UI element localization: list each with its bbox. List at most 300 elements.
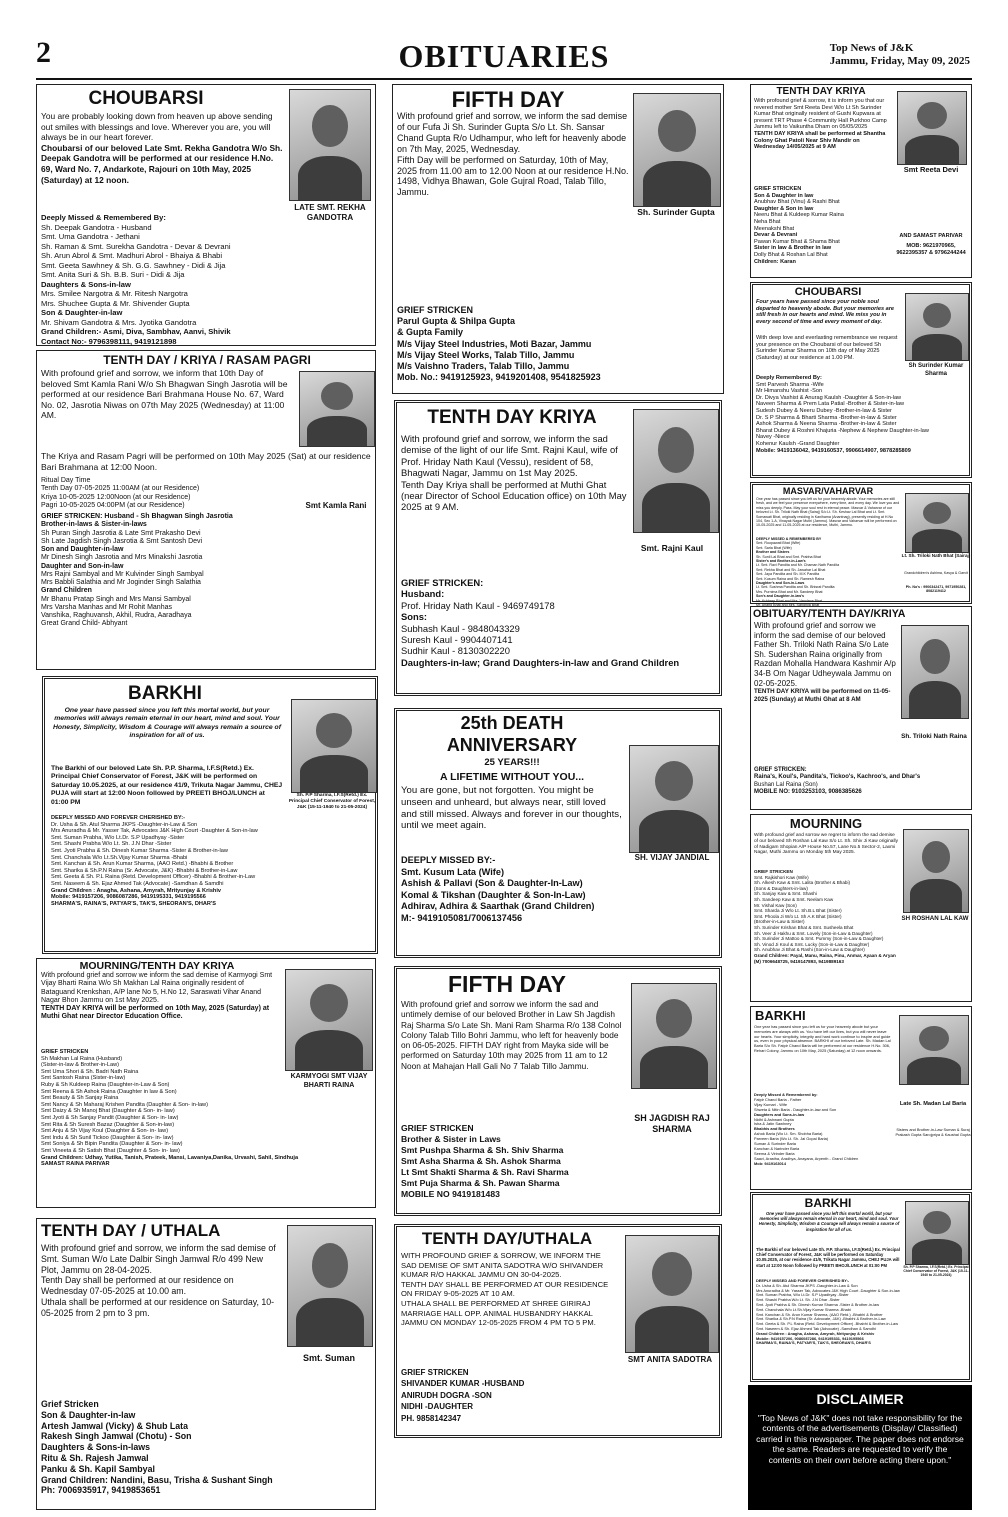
photo-caption: Smt Kamla Rani: [305, 501, 367, 510]
list-line: Sudhir Kaul - 8130302220: [401, 645, 510, 657]
list-line: GRIEF STRICKEN: [754, 186, 802, 192]
ad-list: [401, 855, 717, 925]
list-line: Dr. Usha & Sh. Atul Sharma JKPS -Daughter-in-Law & Son: [51, 821, 198, 828]
list-line: Brother-in-laws & Sister-in-laws: [41, 521, 147, 529]
ad-list: [51, 815, 373, 907]
ad-body: With profound grief and sorrow we inform the sad demise of Karmyogi Smt Vijay Bharti Raina W/o Sh Makhan Lal Raina originally resident of Bataguand Krenkshan, A/P lane No 5, H.No 12, Saraswati Vihar Anand Nagar Bhon Jammu on 1st May 2025. TENTH DAY KRIYA will be performed on 10th May, 2025 (Saturday) at Muthi Ghat near Director Education Office.: [41, 972, 273, 1021]
photo-caption: Smt. Rajni Kaul: [640, 543, 704, 553]
ad-barkhi-madan-lal-baria: [750, 1006, 972, 1190]
list-line: Smt. Shashi Prabha W/o Lt. Sh. J.N Dhar -Sister: [756, 1297, 840, 1303]
list-line: Ashish & Pallavi (Son & Daughter-In-Law): [401, 878, 583, 889]
list-line: Smt. Suman Prabha, W/o Lt.Dr. S.P Upadhyay -Sister: [756, 1292, 849, 1298]
ad-title: BARKHI: [128, 683, 202, 704]
list-line: Ritu & Sh. Rajesh Jamwal: [41, 1452, 149, 1463]
dateline: Jammu, Friday, May 09, 2025: [829, 55, 970, 67]
ad-list: [41, 513, 371, 629]
list-line: Subhash Kaul - 9848043329: [401, 622, 520, 634]
list-line: Smt. Geeta & Sh. P.L Raina (Retd. Development Officer) -Bhabhi & Brother-in-Law: [51, 874, 256, 881]
list-line: Raina's, Koul's, Pandita's, Tickoo's, Kachroo's, and Dhar's: [754, 774, 921, 781]
list-line: Smt Santosh Raina (Sister-in-law): [41, 1075, 126, 1082]
list-line: Smt Beauty & Sh Sanjay Raina: [41, 1095, 119, 1102]
list-line: Smt Parvesh Sharma -Wife: [756, 381, 824, 388]
list-line: Adhirav, Adhira & Saarthak (Grand Children): [401, 901, 595, 912]
list-line: Grand Children:- Asmi, Diva, Sambhav, Aanvi, Shivik: [41, 327, 231, 336]
list-line: & Gupta Family: [397, 327, 464, 338]
list-line: DEEPLY MISSED BY:-: [401, 855, 496, 865]
grandchildren: Grandchildren's Ashima, Kavya & Garvit: [904, 571, 968, 575]
list-line: Deeply Missed & Remembered by:: [754, 1092, 818, 1097]
list-line: Smt. Roopawati Bhat (Wife): [756, 541, 801, 546]
ad-body-2: The Kriya and Rasam Pagri will be performed on 10th May 2025 (Sat) at our residence Bari Brahmana at 12:00 Noon.: [41, 451, 371, 472]
list-line: Sudesh Dubey & Neeru Dubey -Brother-in-law & Sister: [756, 407, 892, 414]
ad-body: With profound grief and sorrow, we inform the sad demise of the light of our life Smt. Rajni Kaul, wife of Prof. Hriday Nath Kaul (Vessu), resident of 58, Bhagwati Nagar, Jammu on 1st May 2025. Tenth Day Kriya shall be performed at Muthi Ghat (near Director of School Education office) on 10th May 2025 at 9 AM.: [401, 433, 627, 513]
list-line: Mrs. Smilee Nargotra & Mr. Ritesh Nargotra: [41, 289, 188, 298]
list-line: Mr Dinesh Singh Jasrotia and Mrs Minakshi Jasrotia: [41, 554, 203, 562]
list-line: Komal & Tikshan (Daughter & Son-In-Law): [401, 889, 586, 900]
ad-title: TENTH DAY/UTHALA: [421, 1229, 593, 1248]
photo-caption: Sh Surinder Kumar Sharma: [908, 363, 964, 377]
ad-mourning-roshan-lal-kaw: [750, 814, 972, 1002]
list-line: Kriya 10-05-2025 12:00Noon (at our Residence): [41, 493, 191, 501]
ad-notice: The Barkhi of our beloved Late Sh. P.P. Sharma, I.F.S(Retd.) Ex. Principal Chief Conservator of Forest, J&K will be performed on Saturday 10.05.2025, at our residence 41/9, Trikuta Nagar Jammu, CHEJ PUJA will start at 12:00 Noon followed by PREETI BHOJ/LUNCH at 01:00 PM: [51, 765, 283, 806]
ad-body: One year has passed since you left us for your heavenly abode. Your memories are still fresh, and we feel your presence everywhere, every time, and every day. We love you and miss you deeply. Pass. May your soul rest in eternal peace. Masvar & Vaharvar of our beloved Lt. Sh. Triloki Nath Bhat (Sairaj) S/o Lt. Sh. Keshav Lal Bhat and Lt. Smt. Somawati Bhat, originally residing in Kanihama (Anantnag), presently residing at H.No 104, Sec 1-A, Vinayak Nagar Muthi (Jammu). Masvar and Vaharvar will be performed on 10-05-2025 and 11-05-2025 at our residence, Muthi, Jammu.: [756, 497, 900, 528]
list-line: Ashok Baria (Wo Lt. Sm. Shobha Baria): [754, 1131, 823, 1137]
list-line: Smt. Chanchala W/o Lt.Sh.Vijay Kumar Sharma -Bhabi: [51, 854, 188, 861]
list-line: Sister in law & Brother in law: [754, 245, 832, 252]
list-line: Brother & Sister in Laws: [401, 1134, 501, 1144]
list-line: Daughters & Sons-in-laws: [41, 1442, 150, 1453]
list-line: GRIEF STRICKEN: [401, 1123, 474, 1133]
list-line: Smt Puja Sharma & Sh. Pawan Sharma: [401, 1178, 560, 1188]
list-line: Smt. Anita Suri & Sh. B.B. Suri - Didi & Jija: [41, 270, 185, 279]
list-line: Lt Smt Shakti Sharma & Sh. Ravi Sharma: [401, 1167, 569, 1177]
ad-body: With profound grief and sorrow, we inform the sad demise of our Fufa Ji Sh. Surinder Gupta S/o Lt. Sh. Sansar Chand Gupta R/o Udhampur, who left for heavenly abode on 7th May, 2025, Wednesday. Fifth Day will be performed on Saturday, 10th of May, 2025 from 11.00 am to 12.00 Noon at our residence H.No. 1498, Vidhya Bhawan, Gole Gujral Road, Talab Tillo, Jammu.: [397, 111, 629, 198]
list-line: Sh. Vinod Ji Koul & Smt. Lucky (Son-in-Law & Daughter): [754, 941, 870, 947]
list-line: Mr. Kuldeep Bhat and Mrs. Vandana Bhat: [756, 598, 823, 603]
list-line: GRIEF STRICKEN:: [401, 577, 484, 588]
ad-body: With profound grief and sorrow we inform the sad and untimely demise of our beloved Brother in Law Sh Jagdish Raj Sharma S/o Late Sh. Mani Ram Sharma R/o 138 Colnol Colony Talab Tillo Bohri Jammu, who left for heavenly bode on 06-05-2025. FIFTH DAY right from Mayka side will be performed on Saturday 10th may 2025 from 11 am to 12 Noon at Mahajan Hall Gali No 7 Talab Tillo Jammu.: [401, 999, 622, 1071]
list-line: Mrs Anuradha & Mr. Yasser Tak, Advocates J&K High Court -Daughter & Son-in-law: [51, 828, 258, 835]
ad-barkhi-pp-sharma-repeat: [750, 1192, 972, 1382]
ad-body: You are gone, but not forgotten. You might be unseen and unheard, but always near, still loved and still missed. Always and forever in our thoughts, until we meet again.: [401, 785, 622, 832]
ad-body: With deep love and everlasting remembrance we request your presence on the Choubarsi of our beloved Sh Surinder Kumar Sharma on 10th day of May 2025 (Saturday) at our residence at 1.00 PM.: [756, 335, 898, 361]
list-line: Nidhi & Ashwani Gupta: [754, 1116, 794, 1122]
ad-tenth-day-reeta-devi: [750, 84, 972, 278]
list-line: DEEPLY MISSED & REMEMBERED BY: [756, 537, 822, 541]
photo-caption: Lt. Sh. Triloki Nath Bhat (Sairaj): [901, 553, 971, 558]
ad-title: OBITUARY/TENTH DAY/KRIYA: [753, 608, 906, 620]
ad-fifth-day-jagdish-raj-sharma: [394, 966, 722, 1216]
list-line: SHARMA'S, RAINA'S, PATYAR'S, TAK'S, SHEORAN'S, DHAR'S: [51, 900, 217, 907]
list-line: Sh. Sandeep Kaw & Smt. Neelam Kaw: [754, 896, 834, 902]
list-line: Daughters and Sons-in-law: [754, 1111, 805, 1117]
disclaimer-title: DISCLAIMER: [816, 1391, 904, 1407]
list-line: Smt Anju & Sh Vijay Koul (Daughter & Son- in- law): [41, 1128, 169, 1135]
list-line: NIDHI -DAUGHTER: [401, 1402, 473, 1412]
list-line: Smt Nancy & Sh Maharaj Krishen Pandita (Daughter & Son- in-law): [41, 1101, 208, 1108]
list-line: Mr Himanshu Vashist -Son: [756, 388, 823, 395]
list-line: Daughter's and Son-in-Laws: [756, 581, 805, 586]
list-line: MOBILE NO 9419181483: [401, 1189, 500, 1199]
ad-title: 25th DEATH: [460, 713, 564, 733]
list-line: Lt. Smt. Ravi Pandita and Mr. Chaman Nath Pandita: [756, 563, 840, 568]
list-line: Tenth Day 07-05-2025 11:00AM (at our Residence): [41, 485, 200, 493]
list-line: Deeply Missed & Remembered By:: [41, 213, 166, 222]
list-line: Mob: 9419163014: [754, 1160, 787, 1166]
list-line: Smt. Jyoti Prabha & Sh. Dinesh Kumar Sharma -Sister & Brother-in-law: [756, 1301, 880, 1307]
list-line: Sons:: [401, 611, 428, 623]
ad-uthala-anita-sadotra: [394, 1224, 722, 1438]
list-line: PH. 9858142347: [401, 1413, 462, 1423]
ad-list: [401, 1367, 617, 1424]
list-line: Dr. S P Sharma & Bharti Sharma -Brother-in-law & Sister: [756, 414, 897, 421]
list-line: SHIVANDER KUMAR -HUSBAND: [401, 1379, 525, 1389]
list-line: Suman & Surinder Baria: [754, 1141, 796, 1147]
list-line: Artesh Jamwal (Vicky) & Shub Lata: [41, 1420, 188, 1431]
list-line: Smt. Jaya Pandita and Sh. M.K Pandita: [756, 572, 820, 577]
list-line: Dr. Usha & Sh. Atul Sharma JKPS -Daughter-in-Law & Son: [756, 1282, 858, 1288]
list-line: Smt Asha Sharma & Sh. Ashok Sharma: [401, 1156, 561, 1166]
photo-caption: Sh. Triloki Nath Raina: [901, 733, 967, 740]
list-line: Smt Vineeta & Sh Satish Bhat (Daughter & Son- in- law): [41, 1147, 180, 1154]
list-line: Grief Stricken: [41, 1399, 99, 1409]
ad-barkhi-pp-sharma: [42, 676, 378, 954]
list-line: DEEPLY MISSED AND FOREVER CHERISHED BY:-: [51, 815, 185, 821]
list-line: Daughters & Sons-in-law: [41, 279, 131, 289]
ad-notice: The Barkhi of our beloved Late Sh. P.P. Sharma, I.F.S(Retd.) Ex. Principal Chief Conservator of Forest, J&K will be performed on Saturday 10.05.2025, at our residence 41/9, Trikuta Nagar Jammu, CHEJ PUJA will start at 12:00 Noon followed by PREETI BHOJ/LUNCH at 01:00 PM: [756, 1247, 900, 1268]
list-line: Grand Children: [41, 587, 92, 595]
list-line: M/s Vijay Steel Works, Talab Tillo, Jammu: [397, 349, 575, 360]
list-line: Smt. Rekha Bhat and Sh. Jawahar Lal Bhat: [756, 567, 826, 572]
list-line: Daughter & Son in law: [754, 205, 814, 212]
list-line: Smt. Phoola Ji W/o Lt. Sh A.K Bhat (Sister): [754, 913, 842, 919]
ad-choubarsi-surinder-kumar-sharma: [750, 282, 972, 478]
ad-choubarsi-gandotra: [36, 84, 376, 346]
list-line: Smt. Uma Gandotra - Jethani: [41, 232, 140, 241]
portrait-photo: [299, 371, 375, 447]
list-line: Mrs Varsha Manhas and Mr Rohit Manhas: [41, 603, 172, 611]
list-line: Son's and Daughter-in-law's: [756, 594, 805, 599]
photo-caption: Late Sh. Madan Lal Baria: [899, 1101, 967, 1107]
ad-subtitle: 25 YEARS!!!: [484, 757, 540, 768]
ad-body: With profound grief and sorrow, we inform the sad demise of Smt. Suman W/o Late Dalbir Singh Jamwal R/o 499 New Plot, Jammu on 28-04-2025. Tenth Day shall be performed at our residence on Wednesday 07-05-2025 at 10.00 am. Uthala shall be performed at our residence on Saturday, 10-05-2025 from 2 pm to 3 pm.: [41, 1243, 276, 1318]
ad-tenth-day-kriya-rajni-kaul: [394, 400, 722, 696]
ad-fifth-day-surinder-gupta: [392, 84, 724, 394]
list-line: ANIRUDH DOGRA -SON: [401, 1390, 492, 1400]
list-line: GRIEF STRICKEN: [401, 1368, 469, 1377]
list-line: Isha & Jatin Sawhney: [754, 1121, 792, 1127]
portrait-photo: [905, 1201, 969, 1265]
list-line: Parul Gupta & Shilpa Gupta: [397, 316, 516, 327]
list-line: (Sons & Daughters-in-law): [754, 885, 808, 891]
list-line: Pagri 10-05-2025 04:00PM (at our Residence): [41, 501, 185, 509]
list-line: M:- 9419105081/7006137456: [401, 912, 523, 923]
list-line: Son and Daughter-in-law: [41, 546, 124, 553]
ad-intro: One year have passed since you left this mortal world, but your memories will always remain eternal in our heart, mind and soul. Your Honesty, Simplicity, Wisdom & Courage will always remain a source of inspiration for all of us.: [53, 707, 281, 740]
portrait-photo: [899, 1015, 969, 1085]
portrait-photo: [901, 625, 969, 719]
list-line: Sh. Surinder Ji Mattoo & Smt. Pummy (Son-in-Law & Daughter): [754, 936, 884, 942]
list-line: GRIEF STRICKEN:: [754, 767, 807, 773]
disclaimer-box: [748, 1385, 972, 1510]
list-line: Sh. Arun Abrol & Smt. Madhuri Abrol - Bhaiya & Bhabi: [41, 251, 223, 260]
list-line: M/s Vijay Steel Industries, Moti Bazar, Jammu: [397, 338, 592, 349]
ad-intro: One year have passed since you left this mortal world, but your memories will always remain eternal in our heart, mind and soul. Your Honesty, Simplicity, Wisdom & Courage will always remain a source of inspiration for all of us.: [758, 1211, 900, 1232]
ad-title: TENTH DAY / UTHALA: [41, 1221, 221, 1240]
list-line: Pawan Kumar Bhat & Shama Bhat: [754, 238, 840, 245]
list-line: (Sister-in-law & Brother-in-Law): [41, 1062, 120, 1069]
ad-title: CHOUBARSI: [794, 286, 862, 298]
list-line: Fatpir Chand Baria - Father: [754, 1096, 802, 1102]
ad-title: MOURNING/TENTH DAY KRIYA: [79, 960, 235, 972]
photo-caption: SH. VIJAY JANDIAL: [634, 853, 710, 862]
list-line: Sh. Surinder Krishan Bhat & Smt. Susheela Bhat: [754, 924, 854, 930]
list-line: Smt. Kusum Raina and Sh. Ramesh Raina: [756, 576, 825, 581]
list-line: Bushan Lal Raina (Son): [754, 781, 818, 788]
ad-list: [397, 305, 717, 383]
list-line: Smt Uma Shori & Sh. Badri Nath Raina: [41, 1068, 139, 1075]
phone-numbers: Ph. No's : 9906342471, 9971950281, 8082119412: [905, 585, 967, 594]
ad-title: FIFTH DAY: [448, 971, 566, 997]
list-line: Ruby & Sh Kuldeep Raina (Daughter-in-Law & Son): [41, 1081, 170, 1088]
list-line: Sh. Raman & Smt. Surekha Gandotra - Devar & Devrani: [41, 241, 231, 251]
list-line: Lt. Smt. Sushma Pandita and Sh. Bhisrat Pandita: [756, 585, 835, 590]
list-line: Smt. Sarla Bhat (Wife): [756, 545, 792, 550]
list-line: Sh Late Jagdish Singh Jasrotia & Smt Santosh Devi: [41, 537, 203, 545]
list-line: Naveen Sharma & Prem Lata Patial -Brother & Sister-in-law: [756, 401, 904, 408]
list-line: Grand Children: Nandini, Basu, Trisha & Sushant Singh: [41, 1474, 273, 1485]
ad-body: With profound grief and sorrow, we inform that 10th Day of beloved Smt Kamla Rani W/o Sh Bhagwan Singh Jasrotia will be performed at our residence Bari Brahmana House No. 67, Ward No. 02, Jasrotia Niwas on 07th May 2025 (Wednesday) at 11:00 AM.: [41, 368, 288, 421]
list-line: Son & Daughter-in-law: [41, 1409, 136, 1420]
ad-body: With profound grief and sorrow we inform the sad demise of our beloved Father Sh. Triloki Nath Raina S/o Late Sh. Sudershan Raina originally from Razdan Mohalla Handwara Kashmir A/p 34-B Om Nagar Udheywala Jammu on 02-05-2025. TENTH DAY KRIYA will be performed on 11-05-2025 (Sunday) at Muthi Ghat at 8 AM: [754, 621, 896, 703]
portrait-photo: [633, 409, 719, 533]
photo-caption: LATE SMT. REKHA GANDOTRA: [294, 203, 366, 222]
list-line: Great Grand Child- Abhyant: [41, 620, 128, 628]
list-line: Deeply Remembered By:: [756, 375, 822, 381]
list-line: Meenakshi Bhat: [754, 225, 795, 232]
list-line: Smt. Rajkishori Kaw (Wife): [754, 874, 809, 880]
list-line: Neeru Bhat & Kuldeep Kumar Raina: [754, 212, 844, 219]
list-line: Smt. Naseem & Sh. Ejaz Ahmed Tak (Advocate) -Samdhan & Samdhi: [756, 1325, 876, 1331]
dateline-block: [830, 42, 970, 68]
portrait-photo: [289, 89, 371, 201]
list-line: (Brother-in-Law & Sister): [754, 919, 805, 925]
list-line: SAMAST RAINA PARIVAR: [41, 1161, 110, 1168]
list-line: Sh Puran Singh Jasrotia & Late Smt Prakasho Devi: [41, 529, 201, 537]
list-line: Smt Jyoti & Sh Sanjay Pandit (Daughter & Son- in- law): [41, 1114, 179, 1121]
ad-body: WITH PROFOUND GRIEF & SORROW, WE INFORM THE SAD DEMISE OF SMT ANITA SADOTRA W/O SHIVANDER KUMAR R/O HAKKAL JAMMU ON 30-04-2025. TENTH DAY SHALL BE PERFORMED AT OUR RESIDENCE ON FRIDAY 9-05-2025 AT 10 AM. UTHALA SHALL BE PERFORMED AT SHREE GIRIRAJ MARRIAGE HALL OPP. ANIMAL HUSBANDRY HAKKAL JAMMU ON MONDAY 12-05-2025 FROM 4 PM TO 5 PM.: [401, 1251, 609, 1328]
portrait-photo: [903, 829, 969, 913]
ad-obituary-triloki-nath-raina: [750, 606, 972, 810]
list-line: Smt. Geeta Sawhney & Sh. G.G. Sawhney - Didi & Jija: [41, 260, 226, 270]
ad-uthala-smt-suman: [36, 1218, 376, 1510]
list-line: Mobile: 9419157206, 9086087286, 9419195331, 9419195566: [51, 894, 206, 901]
list-line: Mrs. Purnima Bhat and Mr. Sandeep Bhat: [756, 589, 823, 594]
ad-mourning-vijay-bharti-raina: [36, 958, 376, 1208]
list-line: Husband:: [401, 588, 445, 600]
list-line: Mob. No.: 9419125923, 9419201408, 9541825923: [397, 372, 601, 383]
list-line: Smt. Sharika & Sh.P.N Raina (Sr. Advocate, J&K) -Bhabhi & Brother-in-Law: [756, 1316, 886, 1322]
list-line: GRIEF STRICKEN: Husband - Sh Bhagwan Singh Jasrotia: [41, 513, 233, 520]
list-line: Bharat Dubey & Roshni Khajuria -Nephew & Nephew Daughter-in-law: [756, 427, 929, 434]
list-line: Contact No:- 9796398111, 9419121898: [41, 336, 177, 346]
list-line: Bhabhis and Brothers: [754, 1126, 795, 1132]
ad-title: TENTH DAY KRIYA: [776, 86, 866, 97]
list-line: Mobile: 9419136042, 9419160537, 9906614907, 9878285809: [756, 447, 911, 454]
ad-list: [41, 1399, 371, 1496]
portrait-photo: [905, 493, 969, 553]
list-line: Grand Children: Udhay, Yutika, Tanish, Prateek, Mansi, Lavaniya,Danika, Urvashi, Sahil, Sindhuja: [41, 1154, 299, 1161]
portrait-photo: [287, 1225, 373, 1347]
list-line: Mr. Vishal Kaw (Son): [754, 902, 797, 908]
list-line: Smt Reena & Sh Ashok Raina (Daughter in law & Son): [41, 1088, 177, 1095]
list-line: Smt. Kanchan & Sh. Arun Kumar Sharma, (AAO Retd.) -Bhabhi & Brother: [51, 861, 234, 868]
sisters-list: Sisters and Brother-in-Law Suman & Suraj Prakash Gupta Sarojpriya & Kaushal Gupta: [895, 1127, 971, 1137]
list-line: Son & Daughter in law: [754, 192, 814, 199]
portrait-photo: [897, 91, 967, 165]
portrait-photo: [633, 93, 721, 207]
list-line: Daughters-in-law; Grand Daughters-in-law and Grand Children: [401, 656, 680, 668]
list-line: Smt. Chanchala W/o Lt.Sh.Vijay Kumar Sharma -Bhabi: [756, 1306, 851, 1312]
list-line: Brother and Sisters: [756, 550, 790, 555]
portrait-photo: [629, 745, 719, 853]
list-line: Sh. Sunil Lal Bhat and Smt. Prabha Bhat: [756, 554, 821, 559]
list-line: Mrs Anuradha & Mr. Yasser Tak, Advocates J&K High Court -Daughter & Son-in-law: [756, 1287, 900, 1293]
list-line: MOBILE NO: 9103253103, 9086385626: [754, 789, 862, 796]
list-line: Mr Bhanu Pratap Singh and Mrs Mansi Sambyal: [41, 595, 191, 603]
list-line: Smt. Sharika & Sh.P.N Raina (Sr. Advocate, J&K) -Bhabhi & Brother-in-Law: [51, 867, 238, 874]
header-rule: [36, 78, 972, 80]
list-line: Smt. Suman Prabha, W/o Lt.Dr. S.P Upadhyay -Sister: [51, 834, 185, 841]
list-line: Sh. Veer Ji Hakhu & Smt. Lovely (Son-in-Law & Daughter): [754, 930, 873, 936]
list-line: Smt Pushpa Sharma & Sh. Shiv Sharma: [401, 1145, 564, 1155]
ad-list: [756, 537, 900, 608]
ad-title: BARKHI: [804, 1196, 852, 1210]
ad-title: TENTH DAY KRIYA: [427, 407, 597, 428]
ad-anniversary-vijay-jandial: [394, 708, 722, 958]
list-line: Smt Indu & Sh Sunil Tickoo (Daughter & Son- in- law): [41, 1134, 174, 1141]
ad-subtitle-2: A LIFETIME WITHOUT YOU...: [439, 771, 585, 783]
list-line: Smt Daizy & Sh Manoj Bhat (Daughter & Son- in- law): [41, 1108, 175, 1115]
list-line: Children: Karan: [754, 258, 796, 265]
list-line: Smt. Kusum Lata (Wife): [401, 866, 505, 877]
ritual-schedule: [41, 477, 291, 510]
photo-caption: Smt Reeta Devi: [903, 165, 959, 174]
photo-caption: SH JAGDISH RAJ SHARMA: [634, 1113, 710, 1134]
list-line: Sh Makhan Lal Raina (Husband): [41, 1055, 123, 1062]
section-title: OBITUARIES: [398, 38, 610, 74]
list-line: Smt. Geeta & Sh. P.L Raina (Retd. Development Officer) -Bhabhi & Brother-in-Law: [756, 1321, 899, 1327]
list-line: Sister's and Brother-in-Law's: [756, 559, 806, 564]
list-line: Daughter and Son-in-law: [41, 562, 124, 570]
ad-body: With profound grief & sorrow, it is inform you that our revered mother Smt Reeta Devi W/o Lt Sh Surinder Kumar Bhat originally resident of Gushi Kupwara at present TRT Phase 4 Community Hall Purkhoo Camp Jammu left to Vaikuntha Dham on 05/05/2025 TENTH DAY KRIYA shall be performed at Shantha Colony Ghat Patoli Near Shiv Mandir on Wednesday 14/05/2025 at 9 AM: [754, 98, 887, 151]
list-line: (M) 7006648725, 9419147893, 9419889163: [754, 958, 844, 964]
list-line: Sh. Alkesh Kaw & Smt. Lalita (Brother & Bhabi): [754, 880, 851, 886]
ad-title: TENTH DAY / KRIYA / RASAM PAGRI: [103, 353, 311, 367]
list-line: Vijay Kumari - Wife: [754, 1101, 788, 1107]
list-line: Neha Bhat: [754, 218, 781, 225]
ad-list: [41, 213, 371, 346]
list-line: Ph: 7006935917, 9419853651: [41, 1485, 161, 1496]
portrait-photo: [905, 293, 969, 361]
portrait-photo: [285, 969, 373, 1071]
list-line: Mobile: 9419157206, 9086087286, 9419195331, 9419195566: [756, 1335, 864, 1341]
ad-list: [756, 375, 968, 454]
list-line: Ashok Sharma & Neena Sharma -Brother-in-law & Sister: [756, 421, 897, 428]
ad-body: One year has passed since you left us for your heavenly abode but your memories are always with us. You have left our lives, but you will never leave our hearts. Your simplicity, integrity and hard work continue to inspire and guide us, even in your physical absence. BARKHI of our beloved Late. Sh. Madan Lal Baria S/o Sh. Fatpir Chand Baria will be performed at our residence H.No. 306, Rehari Colony, Jammu on 10th May, 2025 (Saturday) at 12 noon onwards.: [754, 1024, 891, 1053]
list-line: Dolly Bhat & Roshan Lal Bhat: [754, 251, 828, 258]
ad-list: [401, 577, 719, 668]
portrait-photo: [625, 1235, 719, 1353]
photo-caption: Sh. P.P Sharma, I.F.S(Retd.) Ex. Principal Chief Conservator of Forest, J&K (15-11-1940 to 21-05-2024): [288, 793, 376, 810]
list-line: SHARMA'S, RAINA'S, PATYAR'S, TAK'S, SHEORAN'S, DHAR'S: [756, 1340, 871, 1346]
disclaimer-text: "Top News of J&K" does not take responsibility for the contents of the advertisements (Display/ Classified) carried in this newspaper. The paper does not endorse the same. Readers are requested to verify the contents on their own before acting there upon.": [756, 1413, 964, 1465]
list-line: Son & Daughter-in-law: [41, 308, 123, 317]
list-line: Anubhav Bhat (Vinu) & Rashi Bhat: [754, 199, 840, 206]
list-line: Smt. Kanchan & Sh. Arun Kumar Sharma, (AAO Retd.) -Bhabhi & Brother: [756, 1311, 883, 1317]
list-line: GRIEF STRICKEN: [754, 869, 793, 874]
list-line: Grand Children : Anagha, Ashana, Amyrah, Mrityunjay & Krishiv: [51, 887, 222, 894]
ad-list: [756, 1279, 968, 1346]
portrait-photo: [291, 699, 377, 793]
ad-title: CHOUBARSI: [88, 88, 204, 109]
photo-caption: SMT ANITA SADOTRA: [627, 1355, 713, 1364]
list-line: GRIEF STRICKEN: [397, 305, 474, 315]
page-number: 2: [36, 36, 51, 69]
list-line: Sh. Sanjay Kaw & Smt. Shashi: [754, 891, 817, 897]
ad-body: You are probably looking down from heaven up above sending out smiles with blessings and love. Wherever you are, you will always be in our heart forever. Choubarsi of our beloved Late Smt. Rekha Gandotra W/o Sh. Deepak Gandotra will be performed at our residence H.No. 69, Ward No. 7, Andarkote, Rajouri on 10th May, 2025 (Saturday) at 12 noon.: [41, 111, 283, 185]
list-line: Kohenur Kaulsh -Grand Daughter: [756, 440, 840, 447]
list-line: Smt Soniya & Sh Bipin Pandita (Daughter & Son- in- law): [41, 1141, 183, 1148]
list-line: Smt. Sharda Ji W/o Lt. Sh.B.L Bhat (Sister): [754, 908, 842, 914]
ad-body: With profound grief and sorrow we regret to inform the sad demise of our beloved Sh Roshan Lal Kaw S/o Lt. Sh. Shiv Ji Kaw originally of Nadigam Shopian A/P House No.57, Lane No.5 Sector-2, Laxmi Nagar, Muthi Jammu on Monday 5th May 2025.: [754, 833, 898, 856]
list-line: Grand Children: Payal, Manu, Raina, Pinu, Anmar, Ayaan & Aryan: [754, 952, 896, 958]
list-line: Dr. Divya Vashist & Anurag Kaulsh -Daughter & Son-in-law: [756, 394, 902, 401]
ad-title: FIFTH DAY: [451, 87, 565, 112]
list-line: Kanchan & Narinder Baria: [754, 1145, 800, 1151]
list-line: Seema & Virinder Baria: [754, 1150, 795, 1156]
ad-masvar-triloki-nath-bhat: [750, 482, 972, 604]
list-line: Saavi, Arastha, Aradhya, Anayana, Arpenth - Grand Children: [754, 1155, 859, 1161]
list-line: Mrs Babbli Salathia and Mr Joginder Singh Salathia: [41, 579, 201, 586]
mobile-numbers: MOB: 9621970965, 9622395357 & 9796244244: [896, 243, 966, 256]
list-line: M/s Vaishno Traders, Talab Tillo, Jammu: [397, 361, 570, 372]
ad-list: [754, 1093, 892, 1167]
list-line: Mr. Shivam Gandotra & Mrs. Jyotika Gandotra: [41, 317, 197, 327]
list-line: Smt. Naseem & Sh. Ejaz Ahmed Tak (Advocate) -Samdhan & Samdhi: [51, 880, 224, 887]
list-line: Smt Rita & Sh Suresh Bazaz (Daughter & Son-in-law): [41, 1121, 175, 1128]
ad-title: MASVAR/VAHARVAR: [782, 486, 874, 496]
family-label: AND SAMAST PARIVAR: [899, 233, 963, 239]
list-line: Smt. Shashi Prabha W/o Lt. Sh. J.N Dhar -Sister: [51, 841, 172, 848]
ad-intro: Four years have passed since your noble soul departed to heavenly abode. But your memories are still fresh in our hearts and mind. We miss you in every second of time and every moment of day.: [756, 299, 895, 325]
photo-caption: Sh. P.P Sharma, I.F.S(Retd.) Ex. Principal Chief Conservator of Forest, J&K (15-11-1940 to 21-05-2024): [903, 1265, 969, 1278]
list-line: Parveen Baria (Wo Lt. Sh. Jai Gopal Baria): [754, 1136, 829, 1142]
list-line: Grand Children : Anagha, Ashana, Amyrah, Mrityunjay & Krishiv: [756, 1330, 875, 1336]
list-line: Smt. Jyoti Prabha & Sh. Dinesh Kumar Sharma -Sister & Brother-in-law: [51, 847, 228, 854]
list-line: Rakesh Singh Jamwal (Chotu) - Son: [41, 1431, 192, 1442]
list-line: DEEPLY MISSED AND FOREVER CHERISHED BY:-: [756, 1278, 850, 1283]
list-line: Vanshika, Raghuvansh, Akhil, Rudra, Aaradhaya: [41, 612, 192, 619]
list-line: Prof. Hriday Nath Kaul - 9469749178: [401, 599, 555, 611]
list-line: Sh. Anubhav Ji Bhat & Rashi (Son-in-Law & Daughter): [754, 947, 865, 953]
paper-name: Top News of J&K: [829, 42, 914, 54]
list-line: Suresh Kaul - 9904407141: [401, 634, 513, 646]
photo-caption: Smt. Suman: [302, 1353, 355, 1363]
list-line: Navey -Niece: [756, 434, 790, 441]
ad-title: BARKHI: [755, 1008, 806, 1023]
ad-list: [754, 186, 890, 265]
